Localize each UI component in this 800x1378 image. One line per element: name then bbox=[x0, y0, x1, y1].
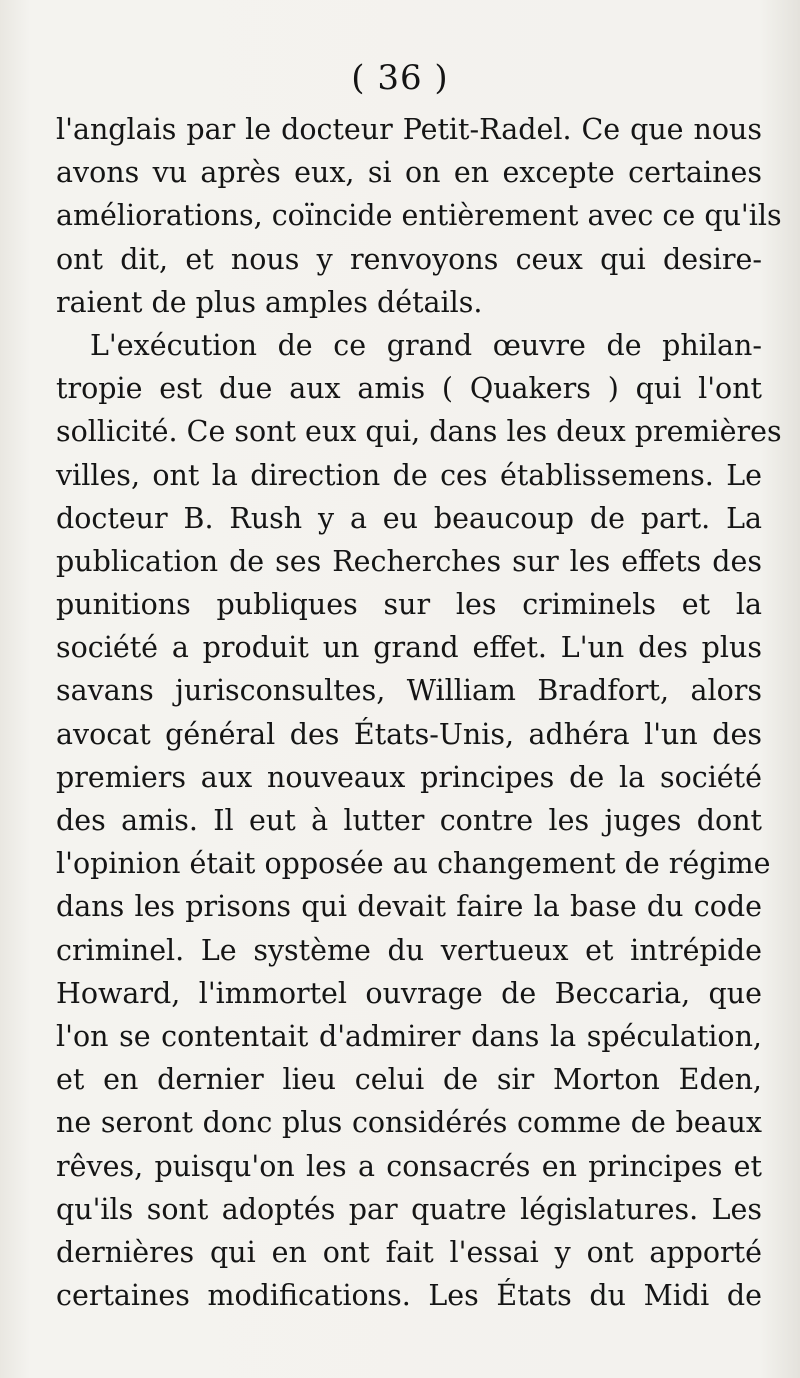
text-line: sollicité. Ce sont eux qui, dans les deux premières bbox=[56, 415, 782, 449]
text-line: raient de plus amples détails. bbox=[56, 285, 483, 319]
text-line: dans les prisons qui devait faire la base du code bbox=[56, 890, 762, 924]
text-line: des amis. Il eut à lutter contre les juges dont bbox=[56, 804, 762, 837]
body-text bbox=[56, 108, 782, 1317]
text-line: qu'ils sont adoptés par quatre législatures. Les bbox=[56, 1192, 762, 1226]
text-line: l'anglais par le docteur Petit-Radel. Ce que nous bbox=[56, 113, 762, 146]
text-line: ne seront donc plus considérés comme de beaux bbox=[56, 1106, 762, 1140]
text-line: tropie est due aux amis ( Quakers ) qui l'ont bbox=[56, 372, 762, 406]
text-line: dernières qui en ont fait l'essai y ont apporté bbox=[56, 1235, 762, 1269]
text-line: premiers aux nouveaux principes de la société bbox=[56, 760, 762, 794]
text-line: avocat général des États-Unis, adhéra l'un des bbox=[56, 717, 762, 751]
text-line: savans jurisconsultes, William Bradfort, alors bbox=[56, 674, 762, 708]
text-line: certaines modifications. Les États du Midi de bbox=[56, 1279, 762, 1313]
text-line: l'opinion était opposée au changement de régime bbox=[56, 847, 771, 881]
text-line: publication de ses Recherches sur les effets des bbox=[56, 544, 762, 578]
text-line: rêves, puisqu'on les a consacrés en principes et bbox=[56, 1149, 762, 1183]
text-line: docteur B. Rush y a eu beaucoup de part. La bbox=[56, 501, 762, 535]
text-line: société a produit un grand effet. L'un des plus bbox=[56, 631, 762, 665]
text-line: ont dit, et nous y renvoyons ceux qui desire- bbox=[56, 242, 762, 276]
page-number: ( 36 ) bbox=[351, 58, 449, 98]
text-line: l'on se contentait d'admirer dans la spéculation, bbox=[56, 1019, 762, 1053]
text-line: criminel. Le système du vertueux et intrépide bbox=[56, 933, 762, 967]
text-line: Howard, l'immortel ouvrage de Beccaria, que bbox=[56, 976, 762, 1010]
text-line: améliorations, coïncide entièrement avec ce qu'ils bbox=[56, 199, 782, 233]
text-line: avons vu après eux, si on en excepte certaines bbox=[56, 156, 762, 190]
text-line: villes, ont la direction de ces établissemens. Le bbox=[56, 458, 762, 492]
text-line: punitions publiques sur les criminels et la bbox=[56, 588, 762, 622]
text-line: et en dernier lieu celui de sir Morton Eden, bbox=[56, 1063, 762, 1097]
text-line: L'exécution de ce grand œuvre de philan- bbox=[90, 328, 762, 362]
